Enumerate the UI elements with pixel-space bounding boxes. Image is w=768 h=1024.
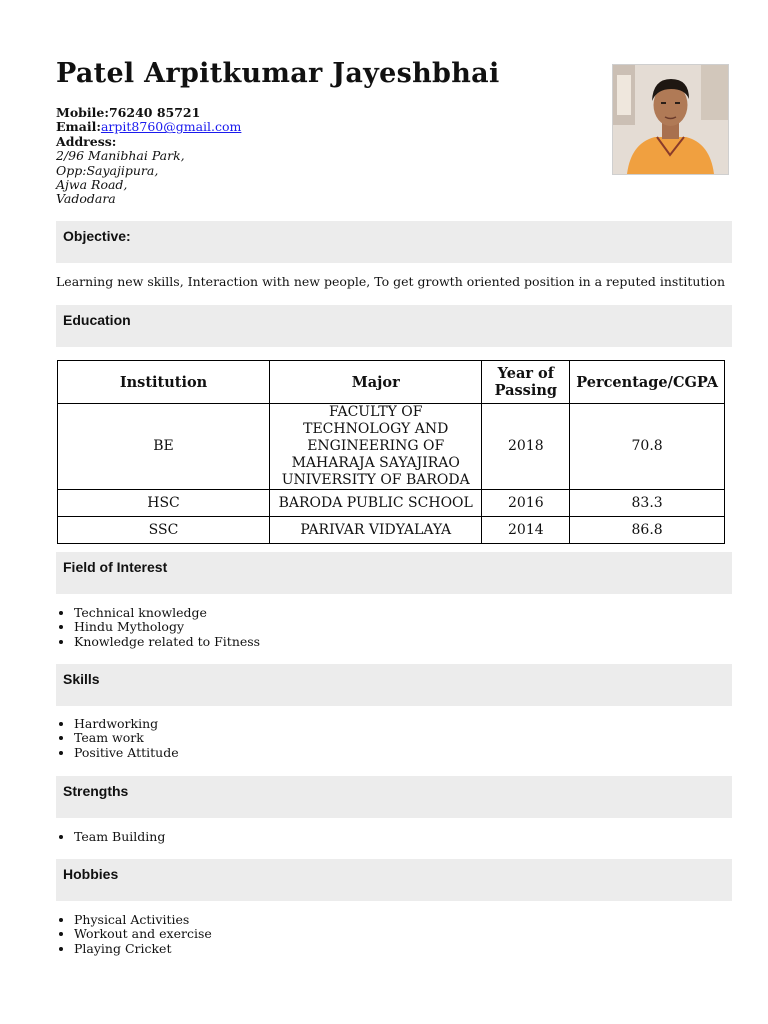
table-row [58, 490, 725, 517]
table-cell: 70.8 [570, 404, 725, 490]
email-label: Email: [56, 119, 101, 135]
column-header: Institution [58, 361, 270, 404]
table-cell: SSC [58, 517, 270, 544]
table-cell: FACULTY OF TECHNOLOGY AND ENGINEERING OF MAHARAJA SAYAJIRAO UNIVERSITY OF BARODA [270, 404, 482, 490]
table-cell: 2016 [482, 490, 570, 517]
column-header: Percentage/CGPA [570, 361, 725, 404]
table-header-row [58, 361, 725, 404]
list-item: • Hardworking [74, 717, 179, 731]
address-line: Opp:Sayajipura, [56, 162, 159, 178]
table-cell: BARODA PUBLIC SCHOOL [270, 490, 482, 517]
list-item: • Knowledge related to Fitness [74, 635, 260, 649]
list-item: • Team work [74, 731, 179, 745]
table-cell: BE [58, 404, 270, 490]
section-header-skills: Skills [56, 664, 732, 706]
candidate-name: Patel Arpitkumar Jayeshbhai [56, 58, 500, 89]
table-cell: 2014 [482, 517, 570, 544]
mobile-line [56, 106, 241, 120]
education-table [57, 360, 725, 544]
section-header-objective: Objective: [56, 221, 732, 263]
email-line [56, 120, 241, 134]
address-line: Vadodara [56, 191, 116, 207]
column-header: Year of Passing [482, 361, 570, 404]
hobbies-list [56, 913, 212, 956]
section-header-interest: Field of Interest [56, 552, 732, 594]
list-item: • Playing Cricket [74, 942, 212, 956]
table-cell: HSC [58, 490, 270, 517]
section-header-strengths: Strengths [56, 776, 732, 818]
profile-photo [612, 64, 729, 175]
list-item: • Positive Attitude [74, 746, 179, 760]
table-cell: 86.8 [570, 517, 725, 544]
email-link[interactable]: arpit8760@gmail.com [100, 119, 242, 135]
list-item: • Physical Activities [74, 913, 212, 927]
contact-block [56, 106, 241, 207]
list-item: • Team Building [74, 830, 165, 844]
table-cell: 2018 [482, 404, 570, 490]
table-row [58, 404, 725, 490]
address-line: 2/96 Manibhai Park, [56, 148, 185, 164]
mobile-label: Mobile: [56, 105, 109, 120]
objective-text: Learning new skills, Interaction with new people, To get growth oriented position in a reputed institution [56, 274, 725, 289]
skills-list [56, 717, 179, 760]
column-header: Major [270, 361, 482, 404]
interest-list [56, 606, 260, 649]
list-item: • Workout and exercise [74, 927, 212, 941]
mobile-value: 76240 85721 [108, 105, 201, 120]
table-cell: PARIVAR VIDYALAYA [270, 517, 482, 544]
table-cell: 83.3 [570, 490, 725, 517]
list-item: • Technical knowledge [74, 606, 260, 620]
section-header-education: Education [56, 305, 732, 347]
address-label: Address: [56, 133, 117, 149]
address-line: Ajwa Road, [56, 177, 128, 193]
strengths-list [56, 830, 165, 844]
list-item: • Hindu Mythology [74, 620, 260, 634]
section-header-hobbies: Hobbies [56, 859, 732, 901]
table-row [58, 517, 725, 544]
